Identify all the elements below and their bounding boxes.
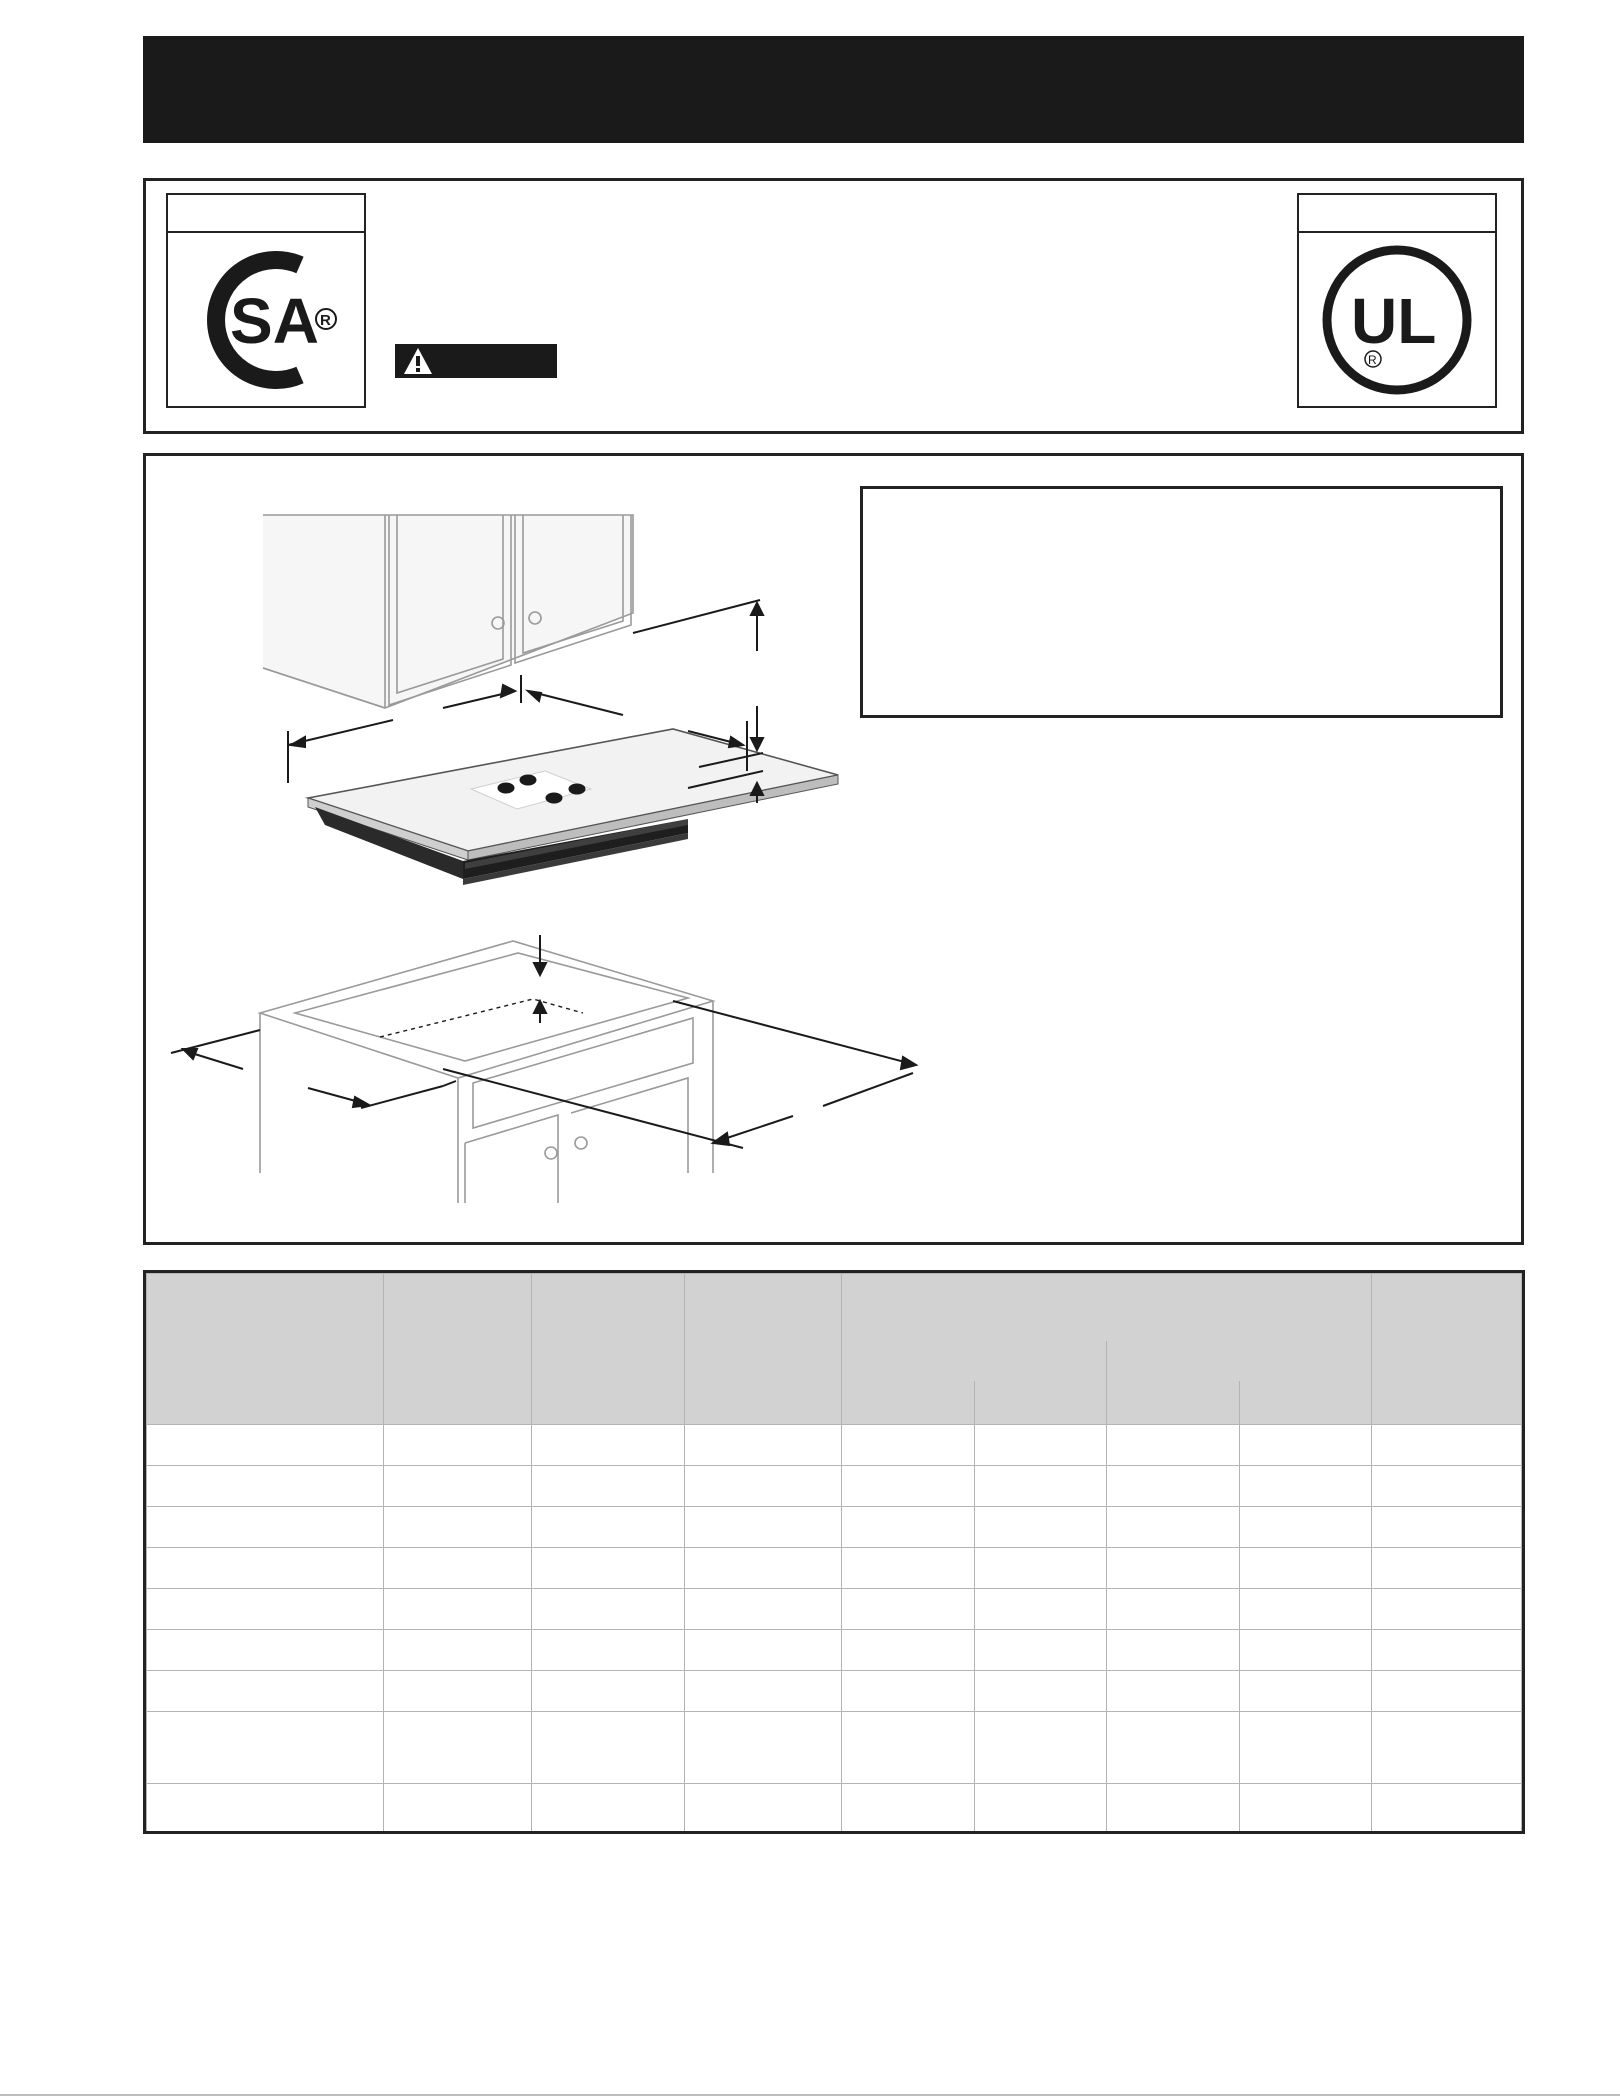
table-row <box>147 1671 1522 1712</box>
csa-caption <box>168 195 364 233</box>
spec-header-cell <box>147 1274 384 1425</box>
ul-logo-letters: UL <box>1351 285 1437 357</box>
table-cell <box>1240 1466 1371 1507</box>
wall-cabinet-illustration <box>263 515 633 708</box>
table-cell <box>842 1425 974 1466</box>
table-cell <box>1371 1466 1521 1507</box>
table-cell <box>1240 1630 1371 1671</box>
spec-header-cell <box>1107 1381 1240 1425</box>
table-cell <box>531 1712 684 1784</box>
table-cell <box>1240 1425 1371 1466</box>
table-cell <box>842 1466 974 1507</box>
table-cell <box>1240 1712 1371 1784</box>
table-cell <box>685 1507 842 1548</box>
table-cell <box>685 1784 842 1835</box>
ul-caption <box>1299 195 1495 233</box>
table-cell <box>1240 1784 1371 1835</box>
spec-table <box>143 1270 1525 1834</box>
table-cell <box>147 1712 384 1784</box>
table-cell <box>1240 1548 1371 1589</box>
table-cell <box>531 1671 684 1712</box>
table-cell <box>1371 1548 1521 1589</box>
table-cell <box>1107 1589 1240 1630</box>
table-cell <box>531 1784 684 1835</box>
footer-rule <box>0 2094 1620 2096</box>
warning-badge <box>395 344 557 378</box>
table-cell <box>147 1784 384 1835</box>
table-row <box>147 1548 1522 1589</box>
table-cell <box>1107 1425 1240 1466</box>
table-cell <box>685 1466 842 1507</box>
table-cell <box>685 1671 842 1712</box>
table-cell <box>842 1712 974 1784</box>
table-cell <box>531 1589 684 1630</box>
table-cell <box>1240 1589 1371 1630</box>
table-cell <box>1371 1784 1521 1835</box>
table-cell <box>383 1712 531 1784</box>
spec-header-cell <box>1240 1381 1371 1425</box>
table-cell <box>1107 1784 1240 1835</box>
spec-header-cell <box>531 1274 684 1425</box>
table-cell <box>531 1507 684 1548</box>
table-cell <box>974 1784 1106 1835</box>
table-cell <box>383 1630 531 1671</box>
table-cell <box>383 1466 531 1507</box>
table-cell <box>685 1548 842 1589</box>
table-cell <box>1371 1507 1521 1548</box>
table-cell <box>1107 1712 1240 1784</box>
table-cell <box>1107 1671 1240 1712</box>
table-cell <box>1371 1712 1521 1784</box>
spec-header-cell <box>842 1274 1371 1342</box>
svg-text:R: R <box>1368 353 1377 367</box>
table-cell <box>147 1425 384 1466</box>
table-cell <box>383 1671 531 1712</box>
table-cell <box>531 1630 684 1671</box>
spec-header-cell <box>842 1341 1107 1381</box>
table-cell <box>685 1712 842 1784</box>
cooktop-illustration <box>308 729 838 885</box>
table-cell <box>147 1671 384 1712</box>
table-cell <box>383 1548 531 1589</box>
table-cell <box>383 1425 531 1466</box>
table-row <box>147 1507 1522 1548</box>
spec-header-cell <box>842 1381 974 1425</box>
base-cabinet-cutout-illustration <box>260 941 713 1203</box>
table-cell <box>974 1466 1106 1507</box>
table-cell <box>383 1507 531 1548</box>
cabinet-clearance-illustration <box>143 453 943 1245</box>
spec-header-cell <box>974 1381 1106 1425</box>
table-cell <box>974 1507 1106 1548</box>
table-row <box>147 1630 1522 1671</box>
spec-header-cell <box>383 1274 531 1425</box>
table-cell <box>383 1589 531 1630</box>
table-cell <box>842 1671 974 1712</box>
csa-logo <box>168 233 364 408</box>
spec-header-cell <box>685 1274 842 1425</box>
ul-logo <box>1299 233 1495 408</box>
table-cell <box>1107 1548 1240 1589</box>
csa-logo-box <box>166 193 366 408</box>
table-cell <box>531 1425 684 1466</box>
table-cell <box>974 1425 1106 1466</box>
table-cell <box>1371 1671 1521 1712</box>
table-cell <box>1107 1507 1240 1548</box>
table-cell <box>974 1548 1106 1589</box>
spec-header-cell <box>1107 1341 1372 1381</box>
table-row <box>147 1425 1522 1466</box>
table-cell <box>1371 1630 1521 1671</box>
table-cell <box>531 1548 684 1589</box>
table-cell <box>974 1589 1106 1630</box>
table-row <box>147 1784 1522 1835</box>
table-row <box>147 1589 1522 1630</box>
table-cell <box>147 1589 384 1630</box>
page-header-band <box>143 36 1524 143</box>
csa-logo-letters: SA <box>230 285 319 357</box>
svg-text:R: R <box>320 312 331 329</box>
table-cell <box>147 1466 384 1507</box>
table-cell <box>383 1784 531 1835</box>
table-cell <box>685 1589 842 1630</box>
table-cell <box>531 1466 684 1507</box>
table-cell <box>1107 1466 1240 1507</box>
installation-note-box <box>860 486 1503 718</box>
table-cell <box>842 1630 974 1671</box>
table-cell <box>842 1548 974 1589</box>
table-cell <box>974 1630 1106 1671</box>
table-cell <box>974 1671 1106 1712</box>
table-row <box>147 1466 1522 1507</box>
table-row <box>147 1712 1522 1784</box>
table-cell <box>147 1630 384 1671</box>
table-cell <box>1240 1507 1371 1548</box>
table-cell <box>1107 1630 1240 1671</box>
spec-header-cell <box>1371 1274 1521 1425</box>
table-cell <box>147 1548 384 1589</box>
table-cell <box>974 1712 1106 1784</box>
table-cell <box>842 1784 974 1835</box>
table-cell <box>1371 1589 1521 1630</box>
table-cell <box>842 1507 974 1548</box>
table-cell <box>147 1507 384 1548</box>
warning-triangle-icon <box>401 344 435 378</box>
table-cell <box>1371 1425 1521 1466</box>
table-cell <box>685 1630 842 1671</box>
table-cell <box>1240 1671 1371 1712</box>
table-cell <box>842 1589 974 1630</box>
ul-logo-box <box>1297 193 1497 408</box>
table-cell <box>685 1425 842 1466</box>
